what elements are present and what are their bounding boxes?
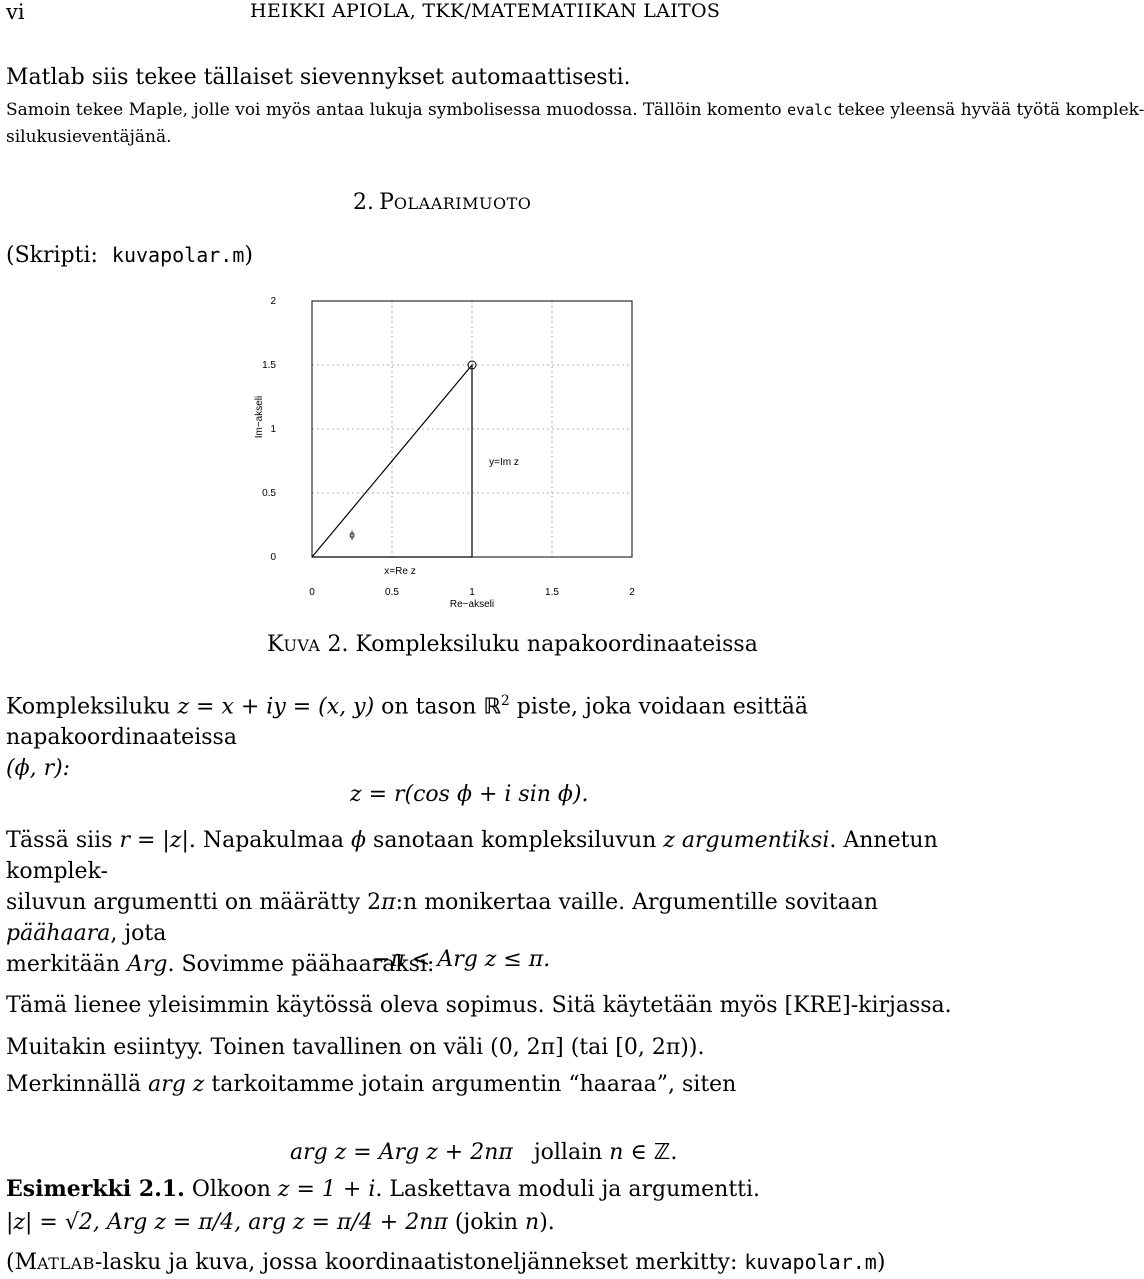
- equation-polar-form: z = r(cos ϕ + i sin ϕ).: [350, 782, 589, 807]
- chart-annotation: ϕ: [349, 529, 355, 541]
- paragraph-argument: Tässä siis r = |z|. Napakulmaa ϕ sanotaan kompleksiluvun z argumentiksi. Annetun komplek- siluvun argumentti on määrätty 2π:n monikertaa vaille. Argumentille sovitaan päähaara, jota merkitään Arg. Sovimme päähaaraksi:: [6, 828, 938, 977]
- x-axis-label: Re−akseli: [449, 599, 495, 610]
- x-tick-label: 1: [469, 587, 475, 598]
- y-tick-label: 2: [270, 296, 276, 307]
- y-axis-label: Im−akseli: [254, 395, 265, 439]
- example-answer: |z| = √2, Arg z = π/4, arg z = π/4 + 2nπ (jokin n).: [6, 1210, 555, 1235]
- paragraph-arg-branch: Merkinnällä arg z tarkoitamme jotain argumentin “haaraa”, siten: [6, 1072, 737, 1097]
- triangle-series: [312, 365, 472, 557]
- section-heading: 2. POLAARIMUOTO: [353, 190, 532, 215]
- example-2-1: Esimerkki 2.1. Olkoon z = 1 + i. Laskettava moduli ja argumentti.: [6, 1176, 761, 1202]
- running-title: HEIKKI APIOLA, TKK/MATEMATIIKAN LAITOS: [250, 0, 721, 22]
- equation-arg-general: arg z = Arg z + 2nπ jollain n ∈ ℤ.: [290, 1140, 678, 1165]
- x-tick-label: 0: [309, 587, 315, 598]
- y-tick-label: 1: [270, 424, 276, 435]
- figure-caption: KUVA 2. Kompleksiluku napakoordinaateissa: [267, 632, 758, 657]
- paragraph-convention: Tämä lienee yleisimmin käytössä oleva sopimus. Sitä käytetään myös [KRE]-kirjassa.: [6, 993, 952, 1018]
- paragraph-intro-polar: Kompleksiluku z = x + iy = (x, y) on tason ℝ$^2$ piste, joka voidaan esittää napakoordinaateissa (ϕ, r):: [6, 693, 808, 782]
- chart-annotation: y=Im z: [489, 457, 519, 468]
- intro-line-3: silukusieventäjänä.: [6, 127, 172, 147]
- intro-line-2: Samoin tekee Maple, jolle voi myös antaa lukuja symbolisessa muodossa. Tällöin komento evalc tekee yleensä hyvää työtä komplek-: [6, 100, 1144, 120]
- script-note: (Skripti: kuvapolar.m): [6, 243, 253, 268]
- equation-principal-branch: −π < Arg z ≤ π.: [372, 947, 551, 972]
- y-tick-label: 1.5: [262, 360, 276, 371]
- y-tick-label: 0.5: [262, 488, 276, 499]
- x-tick-label: 1.5: [545, 587, 559, 598]
- matlab-note: (MATLAB-lasku ja kuva, jossa koordinaatistoneljännekset merkitty: kuvapolar.m): [6, 1250, 886, 1275]
- x-tick-label: 0.5: [385, 587, 399, 598]
- page-number: vi: [6, 0, 25, 24]
- paragraph-other-intervals: Muitakin esiintyy. Toinen tavallinen on väli (0, 2π] (tai [0, 2π)).: [6, 1035, 705, 1060]
- polar-figure: [0, 0, 960, 640]
- x-tick-label: 2: [629, 587, 635, 598]
- y-tick-label: 0: [270, 552, 276, 563]
- chart-annotation: x=Re z: [384, 565, 416, 577]
- intro-line-1: Matlab siis tekee tällaiset sievennykset automaattisesti.: [6, 65, 631, 90]
